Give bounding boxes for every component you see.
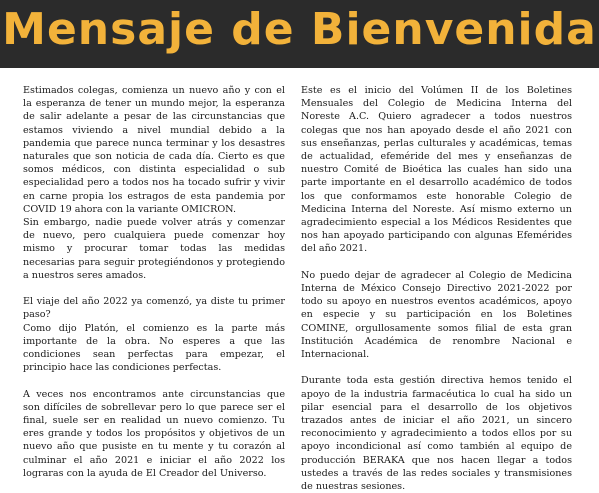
page-title: Mensaje de Bienvenida xyxy=(2,4,597,55)
paragraph: Como dijo Platón, el comienzo es la parte más importante de la obra. No esperes a que las condiciones sean perfectas para empezar, el principio hace las condiciones perfectas. xyxy=(23,322,285,374)
header-banner xyxy=(0,0,599,68)
paragraph-gap xyxy=(301,256,572,269)
paragraph: Durante toda esta gestión directiva hemos tenido el apoyo de la industria farmacéutica lo cual ha sido un pilar esencial para el desarrollo de los objetivos trazados antes de iniciar el año 2021, un sincero reconocimiento y agradecimiento a todos ellos por su apoyo incondicional así como también al equipo de producción BERAKA que nos hacen llegar a todos ustedes a través de las redes sociales y transmisiones de nuestras sesiones. xyxy=(301,375,572,493)
paragraph: No puedo dejar de agradecer al Colegio de Medicina Interna de México Consejo Directivo 2021-2022 por todo su apoyo en nuestros eventos académicos, apoyo en especie y su participación en los Boletines COMINE, orgullosamente somos filial de esta gran Institución Académica de renombre Nacional e Internacional. xyxy=(301,269,572,361)
right-column xyxy=(301,84,572,493)
paragraph: Estimados colegas, comienza un nuevo año y con el la esperanza de tener un mundo mejor, la esperanza de salir adelante a pesar de las circunstancias que estamos viviendo a nivel mundial debido a la pandemia que parece nunca terminar y los desastres naturales que son noticia de cada día. Cierto es que somos médicos, con distinta especialidad o sub especialidad pero a todos nos ha tocado sufrir y vivir en carne propia los estragos de esta pandemia por COVID 19 ahora con la variante OMICRON. xyxy=(23,85,285,215)
paragraph: Este es el inicio del Volúmen II de los Boletines Mensuales del Colegio de Medicina Interna del Noreste A.C. Quiero agradecer a todos nuestros colegas que nos han apoyado desde el año 2021 con sus enseñanzas, perlas culturales y académicas, temas de actualidad, efeméride del mes y enseñanzas de nuestro Comité de Bioética las cuales han sido una parte importante en el desarrollo académico de todos los que conformamos este honorable Colegio de Medicina Interna del Noreste. Así mismo externo un agradecimiento especial a los Médicos Residentes que nos han apoyado participando con algunas Efemérides del año 2021. xyxy=(301,85,572,255)
paragraph-gap xyxy=(301,361,572,374)
paragraph: Sin embargo, nadie puede volver atrás y comenzar de nuevo, pero cualquiera puede comenzar hoy mismo y procurar tomar todas las medidas necesarias para seguir protegiéndonos y protegiendo a nuestros seres amados. xyxy=(23,217,285,281)
left-column xyxy=(23,84,285,480)
paragraph: El viaje del año 2022 ya comenzó, ya diste tu primer paso? xyxy=(23,296,285,321)
paragraph-gap xyxy=(23,282,285,295)
paragraph: A veces nos encontramos ante circunstancias que son difíciles de sobrellevar pero lo que parece ser el final, suele ser en realidad un nuevo comienzo. Tu eres grande y todos los propósitos y objetivos de un nuevo año que pusiste en tu mente y tu corazón al culminar el año 2021 e iniciar el año 2022 los lograras con la ayuda de El Creador del Universo. xyxy=(23,388,285,479)
paragraph-gap xyxy=(23,374,285,387)
